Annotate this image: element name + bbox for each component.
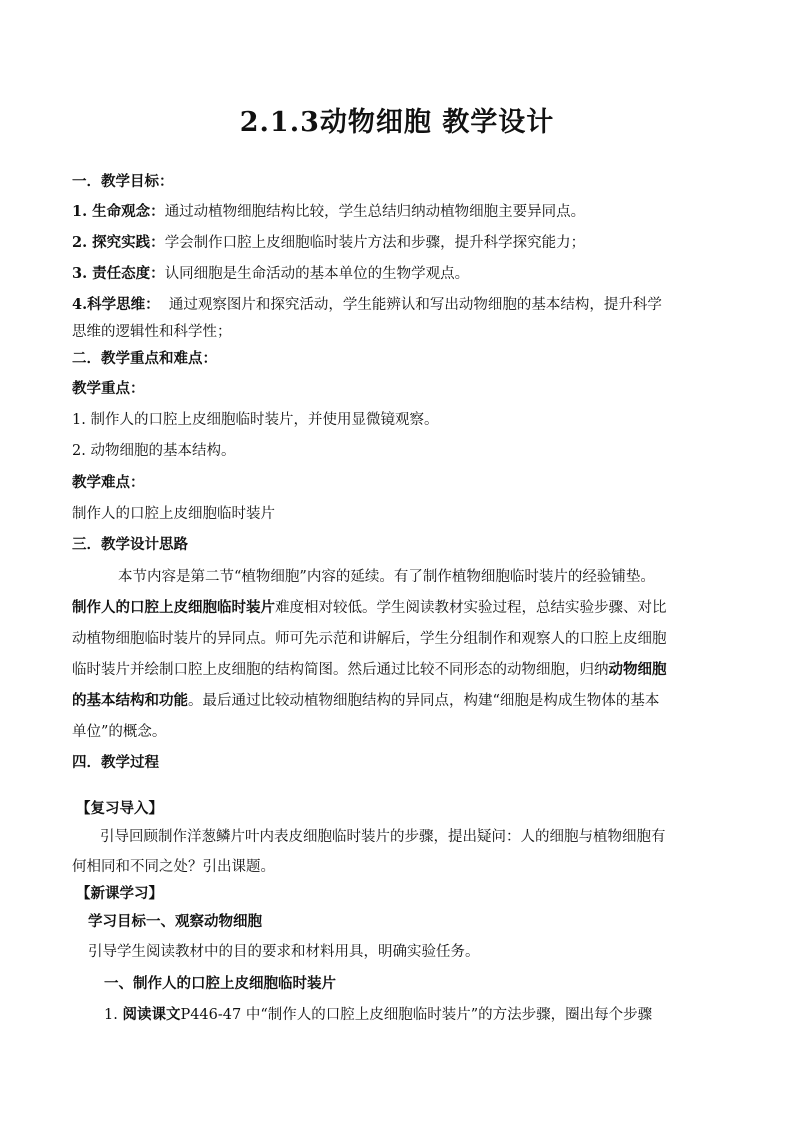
objective-label: 3. 责任态度：: [72, 265, 165, 282]
design-paragraph-line: 本节内容是第二节“植物细胞”内容的延续。有了制作植物细胞临时装片的经验铺垫。: [118, 569, 655, 585]
objective-text: 通过动植物细胞结构比较，学生总结归纳动植物细胞主要异同点。: [164, 204, 586, 220]
objective-text: 通过观察图片和探究活动，学生能辨认和写出动物细胞的基本结构，提升科学: [168, 297, 662, 313]
section-heading-objectives: 一．教学目标：: [72, 173, 174, 190]
difficulty-label: 教学难点：: [72, 474, 145, 491]
objective-text-continued: 思维的逻辑性和科学性；: [72, 324, 232, 340]
objective-text: 认同细胞是生命活动的基本单位的生物学观点。: [164, 266, 470, 282]
section-heading-design: 三．教学设计思路: [72, 536, 188, 553]
step-number: 1.: [104, 1007, 123, 1023]
document-title: 2.1.3动物细胞 教学设计: [239, 107, 555, 138]
guide-text: 引导学生阅读教材中的目的要求和材料用具，明确实验任务。: [88, 944, 480, 960]
design-paragraph-line: [72, 598, 732, 618]
new-lesson-heading: 【新课学习】: [76, 885, 163, 902]
step-item: [104, 1005, 734, 1025]
design-paragraph-line: 动植物细胞临时装片的异同点。师可先示范和讲解后，学生分组制作和观察人的口腔上皮细胞: [72, 631, 667, 647]
review-heading: 【复习导入】: [76, 800, 163, 817]
subsection-heading: 一、制作人的口腔上皮细胞临时装片: [104, 975, 336, 992]
bold-phrase: 动物细胞: [608, 661, 667, 678]
objective-text: 学会制作口腔上皮细胞临时装片方法和步骤，提升科学探究能力；: [164, 235, 586, 251]
review-paragraph-line: 何相同和不同之处？引出课题。: [72, 859, 275, 875]
design-paragraph-line: 单位”的概念。: [72, 724, 167, 740]
objective-item: [72, 295, 732, 315]
key-point-item: 2. 动物细胞的基本结构。: [72, 443, 236, 459]
learning-goal-heading: 学习目标一、观察动物细胞: [88, 913, 262, 930]
paragraph-text: 。最后通过比较动植物细胞结构的异同点，构建“细胞是构成生物体的基本: [188, 693, 660, 709]
step-text: P446-47 中“制作人的口腔上皮细胞临时装片”的方法步骤，圈出每个步骤: [180, 1007, 653, 1023]
bold-phrase: 阅读课文: [122, 1006, 181, 1023]
objective-label: 4.科学思维：: [72, 296, 160, 313]
bold-phrase: 制作人的口腔上皮细胞临时装片: [72, 599, 275, 616]
section-heading-key-points: 二．教学重点和难点：: [72, 350, 217, 367]
objective-item: [72, 233, 732, 253]
section-heading-process: 四．教学过程: [72, 754, 159, 771]
objective-item: [72, 264, 732, 284]
objective-item: [72, 202, 732, 222]
paragraph-text: 临时装片并绘制口腔上皮细胞的结构简图。然后通过比较不同形态的动物细胞，归纳: [72, 662, 609, 678]
design-paragraph-line: [72, 660, 732, 680]
key-points-label: 教学重点：: [72, 380, 145, 397]
review-paragraph-line: 引导回顾制作洋葱鳞片叶内表皮细胞临时装片的步骤，提出疑问：人的细胞与植物细胞有: [100, 829, 666, 845]
objective-label: 1. 生命观念：: [72, 203, 165, 220]
paragraph-text: 难度相对较低。学生阅读教材实验过程，总结实验步骤、对比: [275, 600, 667, 616]
design-paragraph-line: [72, 691, 732, 711]
bold-phrase: 的基本结构和功能: [72, 692, 188, 709]
key-point-item: 1. 制作人的口腔上皮细胞临时装片，并使用显微镜观察。: [72, 412, 439, 428]
difficulty-text: 制作人的口腔上皮细胞临时装片: [72, 506, 275, 522]
objective-label: 2. 探究实践：: [72, 234, 165, 251]
